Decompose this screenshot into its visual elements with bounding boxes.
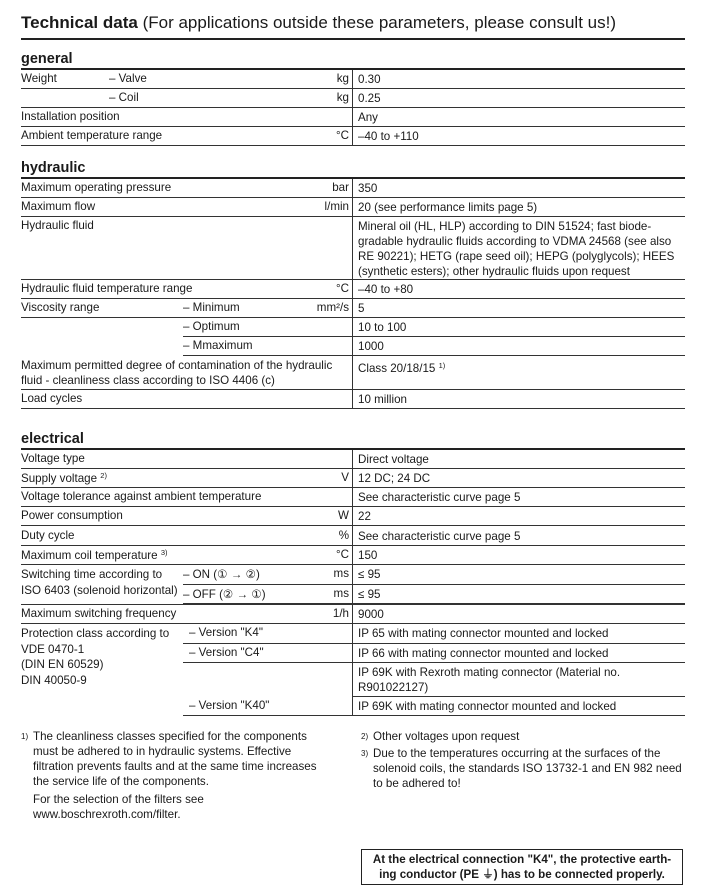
table-row: IP 69K with Rexroth mating connector (Material no. R901022127) — [352, 663, 685, 697]
table-row: Duty cycle % See characteristic curve page 5 — [21, 527, 685, 546]
footnote-1: 1) The cleanliness classes specified for the components must be adhered to in hydraulic systems. Effective filtration prevents faults and at the same time increases the service life of the components. For the selection of the filters see www.boschrexroth.com/filter. — [21, 730, 317, 821]
table-row: – ON (① → ②) ms ≤ 95 — [183, 565, 685, 585]
section-electrical-heading: electrical — [21, 431, 84, 447]
footnote-3: 3) Due to the temperatures occurring at the surfaces of the solenoid coils, the standards ISO 13732-1 and EN 982 need to be adhered to! — [361, 747, 682, 790]
table-row: Ambient temperature range °C –40 to +110 — [21, 127, 685, 146]
table-row: Hydraulic fluid Mineral oil (HL, HLP) according to DIN 51524; fast biode-gradable hydraulic fluids according to VDMA 24568 (see also RE 90221); HETG (rape seed oil); HEPG (polyglycols); HEES (synthetic esters); other hydraulic fluids upon request — [21, 217, 685, 280]
table-row: – OFF (② → ①) ms ≤ 95 — [183, 585, 685, 604]
section-hydraulic-heading: hydraulic — [21, 160, 86, 176]
table-row: – Optimum 10 to 100 — [183, 318, 685, 337]
table-row: Maximum switching frequency 1/h 9000 — [21, 605, 685, 624]
table-row: Supply voltage $^{2)}$ V 12 DC; 24 DC — [21, 469, 685, 488]
footnote-2: 2) Other voltages upon request — [361, 730, 520, 743]
table-row: – Version "K4" IP 65 with mating connector mounted and locked — [183, 624, 685, 644]
pe-note-box: At the electrical connection "K4", the protective earth-ing conductor (PE ⏚) has to be connected properly. — [361, 849, 683, 885]
table-row: Hydraulic fluid temperature range °C –40 to +80 — [21, 280, 685, 299]
table-row: – Version "K40" IP 69K with mating connector mounted and locked — [183, 697, 685, 716]
table-row: Viscosity range – Minimum mm²/s 5 — [21, 299, 685, 318]
page-title: Technical data (For applications outside these parameters, please consult us!) — [21, 13, 616, 32]
table-row: Weight – Valve kg 0.30 — [21, 70, 685, 89]
table-row: – Coil kg 0.25 — [21, 89, 685, 108]
column-divider — [352, 70, 353, 146]
table-row: Maximum coil temperature $^{3)}$ °C 150 — [21, 546, 685, 565]
column-divider — [352, 179, 353, 409]
table-row: Voltage type Direct voltage — [21, 450, 685, 469]
section-general-heading: general — [21, 51, 73, 67]
title-rule — [21, 38, 685, 40]
protection-class-label: Protection class according to VDE 0470-1 (DIN EN 60529) DIN 40050-9 — [21, 627, 170, 687]
table-row: Maximum flow l/min 20 (see performance limits page 5) — [21, 198, 685, 217]
table-row: – Version "C4" IP 66 with mating connector mounted and locked — [183, 644, 685, 663]
table-row: Maximum permitted degree of contamination of the hydraulic fluid - cleanliness class according to ISO 4406 (c) Class 20/18/15 $^{1)}$ — [21, 356, 685, 390]
table-row: Load cycles 10 million — [21, 390, 685, 409]
column-divider — [352, 450, 353, 716]
table-row: Power consumption W 22 — [21, 507, 685, 526]
table-row: Installation position Any — [21, 108, 685, 127]
table-row: Switching time according to ISO 6403 (solenoid horizontal) — [21, 565, 685, 605]
table-row: Maximum operating pressure bar 350 — [21, 179, 685, 198]
table-row: – Mmaximum 1000 — [183, 337, 685, 356]
table-row: Voltage tolerance against ambient temperature See characteristic curve page 5 — [21, 488, 685, 507]
